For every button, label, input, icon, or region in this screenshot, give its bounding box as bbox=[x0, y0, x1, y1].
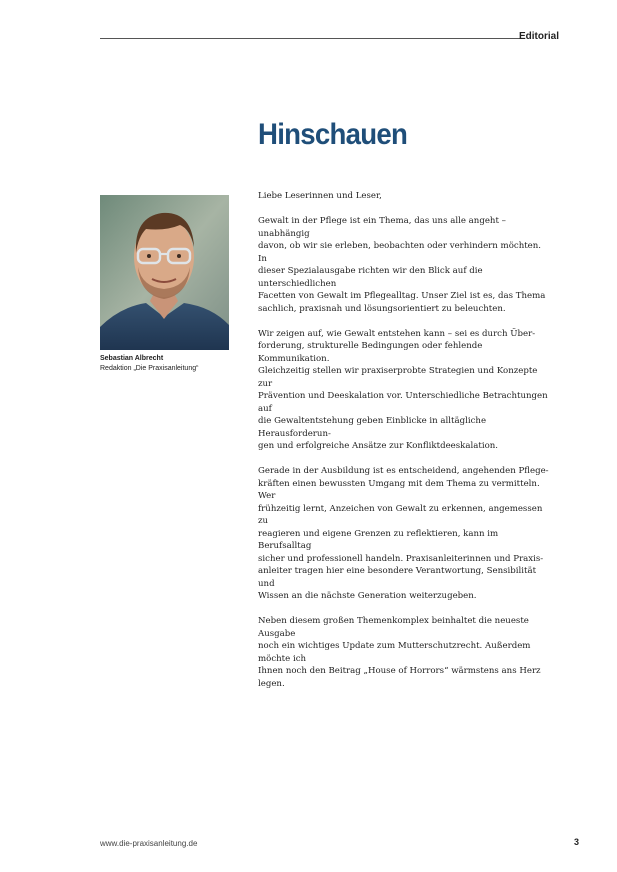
author-name: Sebastian Albrecht bbox=[100, 355, 164, 362]
author-role: Redaktion „Die Praxisanleitung“ bbox=[100, 365, 199, 372]
salutation: Liebe Leserinnen und Leser, bbox=[258, 191, 382, 201]
paragraph: Gerade in der Ausbildung ist es entscheidend, angehenden Pflege- kräften einen bewussten Umgang mit dem Thema zu vermitteln. Wer frühzeitig lernt, Anzeichen von Gewalt zu erkennen, angemessen zu reagieren und eigene Grenzen zu reflektieren, kann im Berufsalltag sicher und professionell handeln. Praxisanleiterinnen und Praxis- anleiter tragen hier eine besondere Verantwortung, Sensibilität und Wissen an die nächste Generation weiterzugeben. bbox=[258, 466, 549, 601]
paragraph: Wir zeigen auf, wie Gewalt entstehen kann – sei es durch Über- forderung, strukturelle Bedingungen oder fehlende Kommunikation. Gleichzeitig stellen wir praxiserprobte Strategien und Konzepte zur Prävention und Deeskalation vor. Unterschiedliche Betrachtungen auf die Gewaltentstehung geben Einblicke in alltägliche Herausforderun- gen und erfolgreiche Ansätze zur Konfliktdeeskalation. bbox=[258, 328, 548, 451]
header-rule bbox=[100, 38, 520, 39]
editorial-body bbox=[258, 190, 550, 703]
paragraph: Gewalt in der Pflege ist ein Thema, das uns alle angeht – unabhängig davon, ob wir sie erleben, beobachten oder verhindern möchten. In dieser Spezialausgabe richten wir den Blick auf die unterschiedlichen Facetten von Gewalt im Pflegealltag. Unser Ziel ist es, das Thema sachlich, praxisnah und lösungsorientiert zu beleuchten. bbox=[258, 216, 546, 314]
paragraph: Neben diesem großen Themenkomplex beinhaltet die neueste Ausgabe noch ein wichtiges Update zum Mutterschutzrecht. Außerdem möchte ich Ihnen noch den Beitrag „House of Horrors“ wärmstens ans Herz legen. bbox=[258, 616, 541, 689]
footer-url: www.die-praxisanleitung.de bbox=[100, 839, 198, 848]
author-photo bbox=[100, 195, 229, 350]
page-number: 3 bbox=[573, 837, 579, 847]
section-label: Editorial bbox=[518, 31, 559, 42]
page-title: Hinschauen bbox=[258, 118, 408, 151]
